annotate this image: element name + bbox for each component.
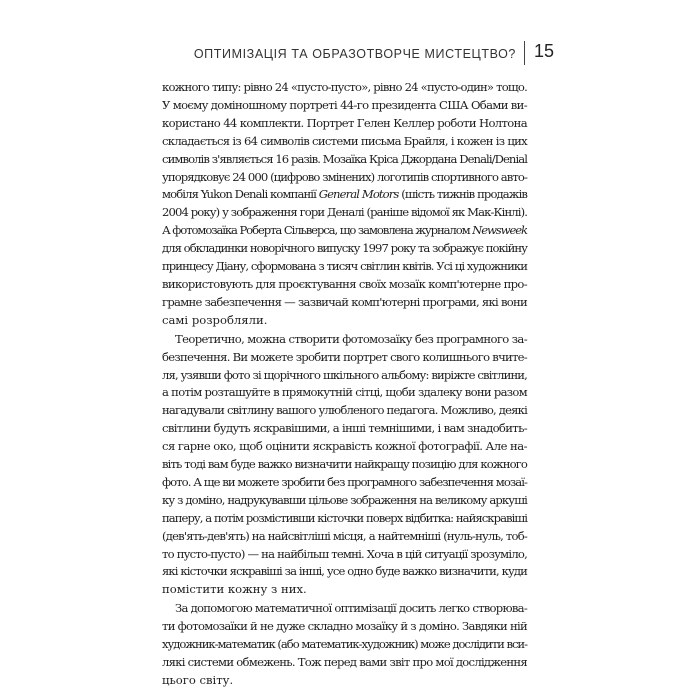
text-line: самі розробляли. <box>162 312 268 327</box>
italic-title: Newsweek <box>472 223 527 238</box>
text-line: паперу, а потім розмістивши кісточки поверх відбитка: найяскравіші <box>162 510 527 525</box>
text-line: цього світу. <box>162 672 234 687</box>
text-line: принцесу Діану, сформована з тисяч світлин квітів. Усі ці художники <box>162 259 527 274</box>
text-line: користано 44 комплекти. Портрет Гелен Келлер роботи Нолтона <box>162 115 527 130</box>
text-line: використовують для проєктування своїх мозаїк комп'ютерне про- <box>162 276 527 291</box>
text-line: ся гарне око, щоб оцінити яскравість кожної фотографії. Але на- <box>162 439 527 454</box>
text-line: А фотомозаїка Роберта Сільверса, що замовлена журналом Newsweek <box>162 223 527 238</box>
header-divider <box>524 41 525 65</box>
text-line: фото. А ще ви можете зробити без програмного забезпечення мозаї- <box>162 474 527 489</box>
page-number: 15 <box>534 41 555 61</box>
running-title: ОПТИМІЗАЦІЯ ТА ОБРАЗОТВОРЧЕ МИСТЕЦТВО? <box>193 47 516 61</box>
paragraph-2 <box>162 331 527 600</box>
text-line: лякі системи обмежень. Тож перед вами звіт про мої дослідження <box>162 655 527 669</box>
text-line: грамне забезпечення — зазвичай комп'ютерні програми, які вони <box>162 294 527 309</box>
text-line: то пусто-пусто) — на найбільш темні. Хоча в цій ситуації зрозуміло, <box>162 546 527 561</box>
text-line: ля, узявши фото зі щорічного шкільного альбому: виріжте світлини, <box>162 367 527 382</box>
text-line: (дев'ять-дев'ять) на найсвітліші місця, а найтемніші (нуль-нуль, тоб- <box>162 528 527 543</box>
text-line: Теоретично, можна створити фотомозаїку без програмного за- <box>175 331 527 346</box>
text-line: світлини будуть яскравішими, а інші темнішими, і вам знадобить- <box>162 421 527 436</box>
text-line: ти фотомозаїки й не дуже складно мозаїку й з доміно. Завдяки ній <box>162 619 527 634</box>
text-line: За допомогою математичної оптимізації досить легко створюва- <box>175 601 527 616</box>
running-header <box>150 41 555 75</box>
text-line: для обкладинки новорічного випуску 1997 року та зображує покійну <box>162 241 527 256</box>
italic-title: General Motors <box>318 187 399 202</box>
text-line: безпечення. Ви можете зробити портрет свого колишнього вчите- <box>162 349 527 364</box>
paragraph-1 <box>162 79 527 330</box>
text-line: нагадували світлину вашого улюбленого педагога. Можливо, деякі <box>162 403 527 418</box>
text-line: віть тоді вам буде важко визначити найкращу позицію для кожного <box>162 457 527 472</box>
text-line: помістити кожну з них. <box>162 582 307 597</box>
text-line: символів з'являється 16 разів. Мозаїка Кріса Джордана Denali/Denial <box>162 151 527 166</box>
text-line: мобіля Yukon Denali компанії General Motors (шість тижнів продажів <box>162 187 528 202</box>
text-line: які кісточки яскравіші за інші, усе одно буде важко визначити, куди <box>162 564 527 579</box>
text-line: ку з доміно, надрукувавши цільове зображення на великому аркуші <box>162 492 527 507</box>
text-line: художник-математик (або математик-художник) може дослідити вси- <box>162 637 527 652</box>
paragraph-3 <box>162 600 527 690</box>
text-line: У моєму доміношному портреті 44-го президента США Обами ви- <box>162 97 527 112</box>
text-line: 2004 року) у зображення гори Деналі (раніше відомої як Мак-Кінлі). <box>162 205 527 220</box>
text-line: кожного типу: рівно 24 «пусто-пусто», рівно 24 «пусто-один» тощо. <box>162 80 527 94</box>
body-text <box>162 79 527 690</box>
text-line: складається із 64 символів системи письма Брайля, і кожен із цих <box>162 133 527 148</box>
text-line: а потім розташуйте в прямокутній сітці, щоби здалеку вони разом <box>162 385 527 400</box>
text-line: упорядковує 24 000 (цифрово змінених) логотипів спортивного авто- <box>162 169 527 184</box>
